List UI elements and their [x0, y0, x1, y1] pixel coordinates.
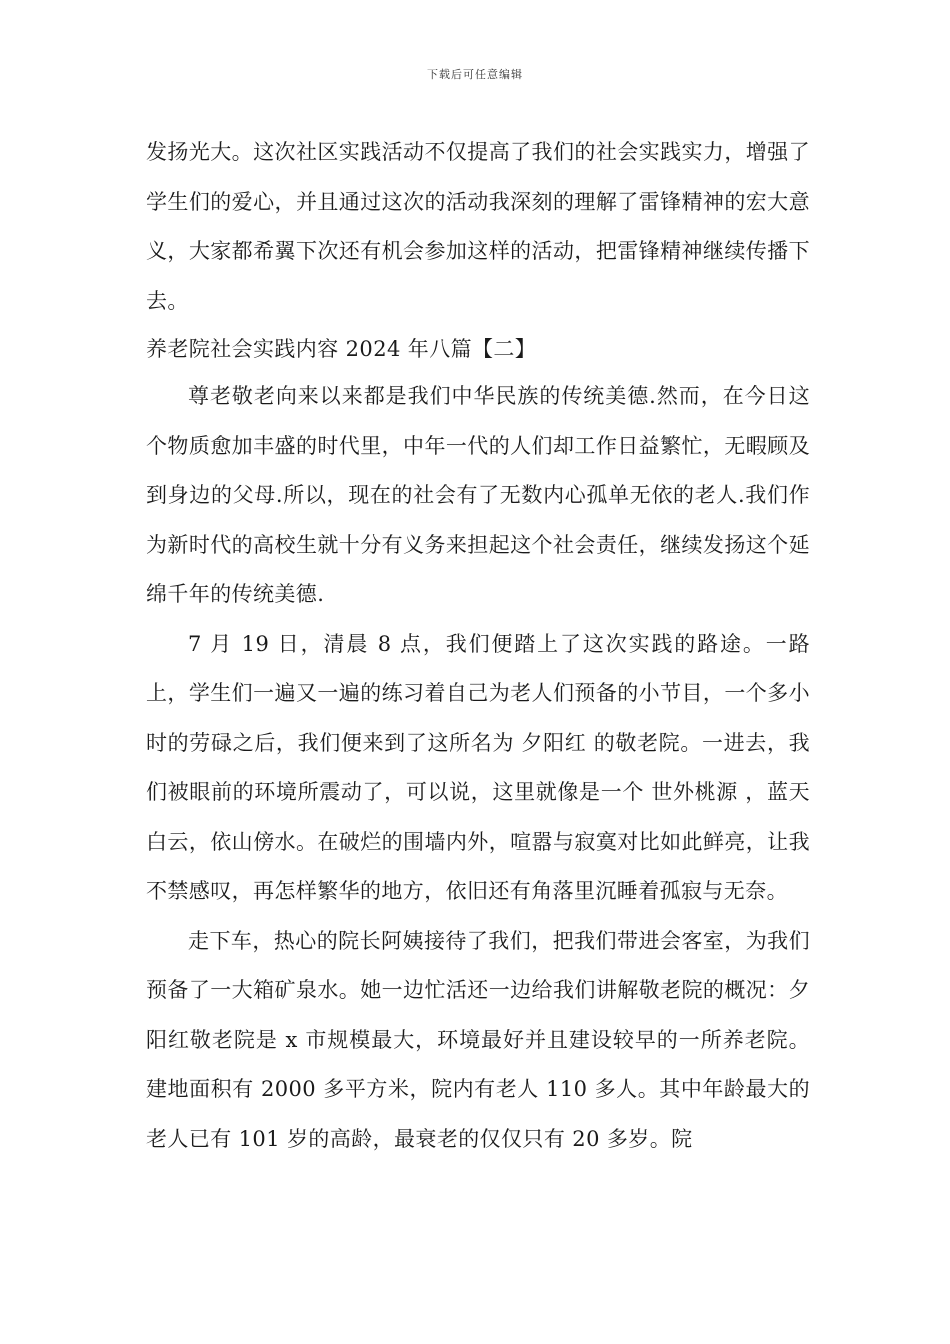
page-header-note: 下载后可任意编辑: [427, 68, 523, 81]
paragraph-continuation: 发扬光大。这次社区实践活动不仅提高了我们的社会实践实力，增强了学生们的爱心，并且通过这次的活动我深刻的理解了雷锋精神的宏大意义，大家都希翼下次还有机会参加这样的活动，把雷锋精神继续传播下去。: [146, 140, 810, 313]
paragraph-welcome: 走下车，热心的院长阿姨接待了我们，把我们带进会客室，为我们预备了一大箱矿泉水。她一边忙活还一边给我们讲解敬老院的概况：夕阳红敬老院是 x 市规模最大，环境最好并且建设较早的一所养老院。建地面积有 2000 多平方米，院内有老人 110 多人。其中年龄最大的老人已有 101 岁的高龄，最衰老的仅仅只有 20 多岁。院: [146, 928, 810, 1151]
paragraph-trip: 7 月 19 日，清晨 8 点，我们便踏上了这次实践的路途。一路上，学生们一遍又一遍的练习着自己为老人们预备的小节目，一个多小时的劳碌之后，我们便来到了这所名为 夕阳红 的敬老院。一进去，我们被眼前的环境所震动了，可以说，这里就像是一个 世外桃源 ，蓝天白云，依山傍水。在破烂的围墙内外，喧嚣与寂寞对比如此鲜亮，让我不禁感叹，再怎样繁华的地方，依旧还有角落里沉睡着孤寂与无奈。: [146, 631, 810, 903]
paragraph-intro: 尊老敬老向来以来都是我们中华民族的传统美德.然而，在今日这个物质愈加丰盛的时代里，中年一代的人们却工作日益繁忙，无暇顾及到身边的父母.所以，现在的社会有了无数内心孤单无依的老人.我们作为新时代的高校生就十分有义务来担起这个社会责任，继续发扬这个延绵千年的传统美德.: [146, 384, 810, 606]
document-body: [146, 128, 810, 1164]
section-title: 养老院社会实践内容 2024 年八篇【二】: [146, 337, 537, 361]
